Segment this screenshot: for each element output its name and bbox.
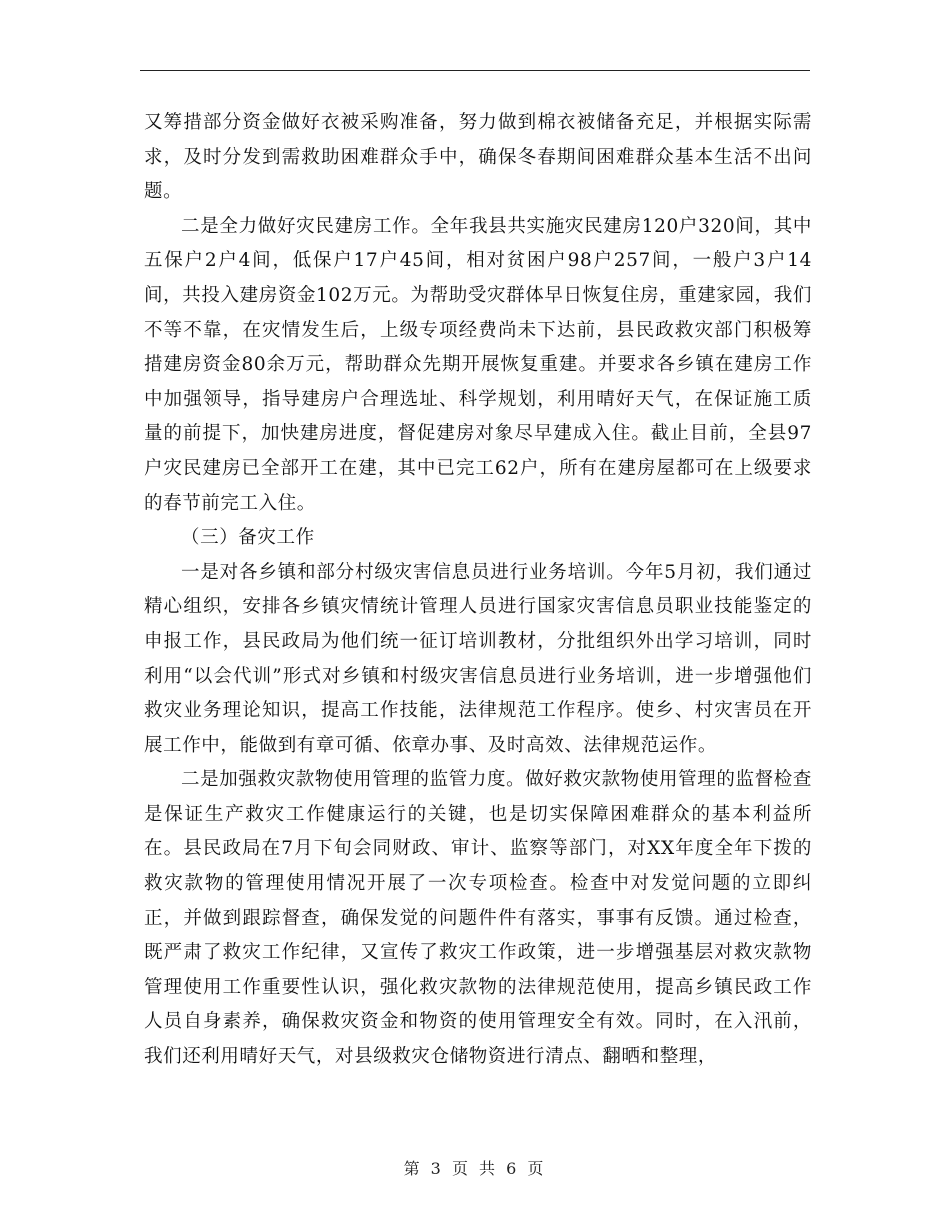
paragraph-winter-supplies: 又筹措部分资金做好衣被采购准备，努力做到棉衣被储备充足，并根据实际需求，及时分发到需救助困难群众手中，确保冬春期间困难群众基本生活不出问题。 xyxy=(144,112,812,203)
section-heading-disaster-preparation: （三）备灾工作 xyxy=(181,527,315,549)
page-number-footer: 第 3 页 共 6 页 xyxy=(403,1159,547,1178)
paragraph-relief-supervision: 二是加强救灾款物使用管理的监管力度。做好救灾款物使用管理的监督检查是保证生产救灾工作健康运行的关键，也是切实保障困难群众的基本利益所在。县民政局在7月下旬会同财政、审计、监察等部门，对XX年度全年下拨的救灾款物的管理使用情况开展了一次专项检查。检查中对发觉问题的立即纠正，并做到跟踪督查，确保发觉的问题件件有落实，事事有反馈。通过检查，既严肃了救灾工作纪律，又宣传了救灾工作政策，进一步增强基层对救灾款物管理使用工作重要性认识，强化救灾款物的法律规范使用，提高乡镇民政工作人员自身素养，确保救灾资金和物资的使用管理安全有效。同时，在入汛前，我们还利用晴好天气，对县级救灾仓储物资进行清点、翻晒和整理， xyxy=(144,769,812,1068)
document-body xyxy=(144,106,812,1075)
header-rule xyxy=(140,70,810,71)
paragraph-housing-reconstruction: 二是全力做好灾民建房工作。全年我县共实施灾民建房120户320间，其中五保户2户4间，低保户17户45间，相对贫困户98户257间，一般户3户14间，共投入建房资金102万元。为帮助受灾群体早日恢复住房，重建家园，我们不等不靠，在灾情发生后，上级专项经费尚未下达前，县民政救灾部门积极筹措建房资金80余万元，帮助群众先期开展恢复重建。并要求各乡镇在建房工作中加强领导，指导建房户合理选址、科学规划，利用晴好天气，在保证施工质量的前提下，加快建房进度，督促建房对象尽早建成入住。截止目前，全县97户灾民建房已全部开工在建，其中已完工62户，所有在建房屋都可在上级要求的春节前完工入住。 xyxy=(144,215,812,514)
paragraph-information-officer-training: 一是对各乡镇和部分村级灾害信息员进行业务培训。今年5月初，我们通过精心组织，安排各乡镇灾情统计管理人员进行国家灾害信息员职业技能鉴定的申报工作，县民政局为他们统一征订培训教材，分批组织外出学习培训，同时利用“以会代训”形式对乡镇和村级灾害信息员进行业务培训，进一步增强他们救灾业务理论知识，提高工作技能，法律规范工作程序。使乡、村灾害员在开展工作中，能做到有章可循、依章办事、及时高效、法律规范运作。 xyxy=(144,561,812,756)
